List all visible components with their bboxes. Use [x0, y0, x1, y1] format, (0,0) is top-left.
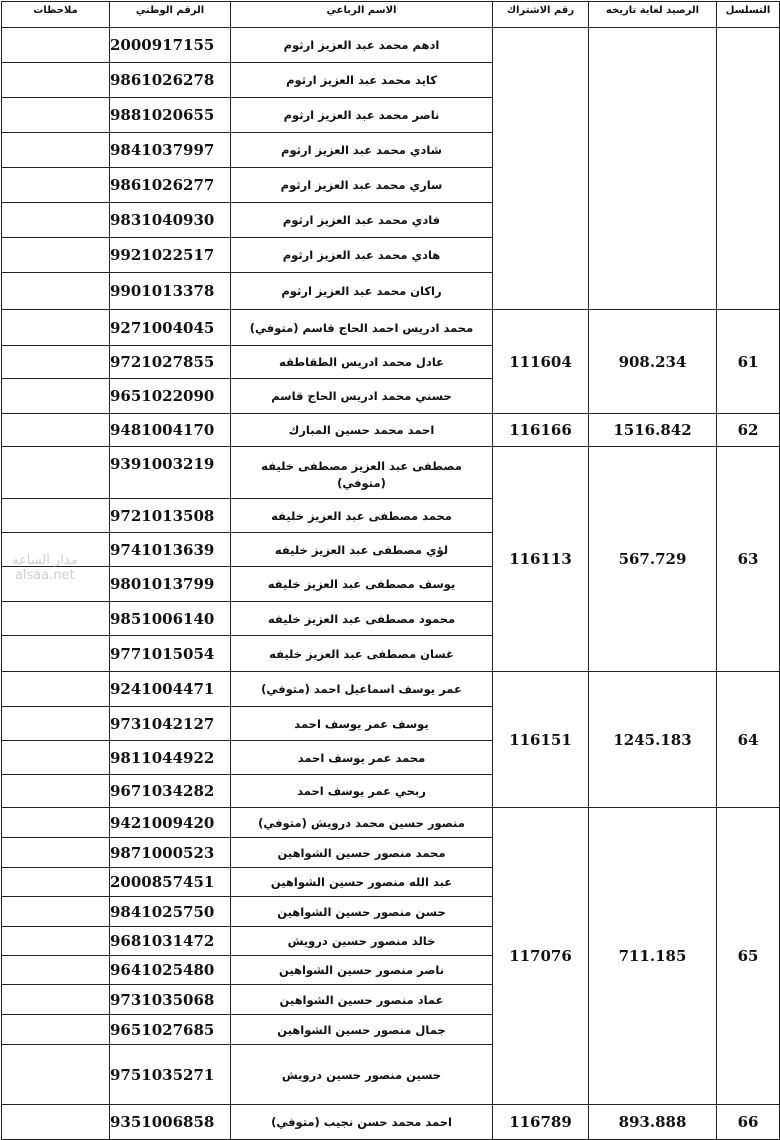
notes-cell: [2, 238, 110, 273]
notes-cell: [2, 672, 110, 707]
table-row: [2, 28, 780, 63]
notes-cell: [2, 602, 110, 636]
notes-cell: [2, 838, 110, 868]
header-name: الاسم الرباعي: [231, 2, 493, 28]
name-cell: غسان مصطفى عبد العزيز خليفه: [231, 636, 493, 672]
name-cell: احمد محمد حسن نجيب (متوفي): [231, 1105, 493, 1140]
national-id-cell: 9751035271: [110, 1045, 231, 1105]
notes-cell: [2, 868, 110, 897]
notes-cell: [2, 203, 110, 238]
national-id-cell: 9481004170: [110, 414, 231, 447]
watermark-line2: alsaa.net: [14, 568, 75, 583]
name-cell: ساري محمد عبد العزيز ارثوم: [231, 168, 493, 203]
name-cell: خالد منصور حسين درويش: [231, 927, 493, 956]
table-row: [2, 808, 780, 838]
seq-cell: 61: [717, 310, 780, 414]
notes-cell: [2, 741, 110, 775]
name-cell: يوسف مصطفى عبد العزيز خليفه: [231, 567, 493, 602]
national-id-cell: 9871000523: [110, 838, 231, 868]
notes-cell: [2, 28, 110, 63]
national-id-cell: 9831040930: [110, 203, 231, 238]
seq-cell: 64: [717, 672, 780, 808]
name-cell: محمد ادريس احمد الحاج قاسم (متوفي): [231, 310, 493, 346]
seq-cell: 62: [717, 414, 780, 447]
notes-cell: [2, 533, 110, 567]
balance-cell: 893.888: [589, 1105, 717, 1140]
header-subscription: رقم الاشتراك: [493, 2, 589, 28]
national-id-cell: 9391003219: [110, 447, 231, 499]
national-id-cell: 9841025750: [110, 897, 231, 927]
balance-cell: 908.234: [589, 310, 717, 414]
table-row: [2, 414, 780, 447]
seq-cell: [717, 28, 780, 310]
national-id-cell: 9901013378: [110, 273, 231, 310]
notes-cell: [2, 168, 110, 203]
name-cell: عماد منصور حسين الشواهين: [231, 985, 493, 1015]
notes-cell: [2, 447, 110, 499]
notes-cell: [2, 499, 110, 533]
name-cell: حسني محمد ادريس الحاج قاسم: [231, 379, 493, 414]
seq-cell: 66: [717, 1105, 780, 1140]
seq-cell: 63: [717, 447, 780, 672]
name-cell: احمد محمد حسين المبارك: [231, 414, 493, 447]
notes-cell: [2, 414, 110, 447]
notes-cell: [2, 379, 110, 414]
members-table: [1, 1, 780, 1140]
name-cell: حسين منصور حسين درويش: [231, 1045, 493, 1105]
national-id-cell: 9861026278: [110, 63, 231, 98]
subscription-cell: 111604: [493, 310, 589, 414]
balance-cell: 1245.183: [589, 672, 717, 808]
national-id-cell: 9811044922: [110, 741, 231, 775]
national-id-cell: 9851006140: [110, 602, 231, 636]
header-balance: الرصيد لغاية تاريخه: [589, 2, 717, 28]
name-cell: لؤي مصطفى عبد العزيز خليفه: [231, 533, 493, 567]
table-body: [2, 28, 780, 1140]
name-cell: محمد عمر يوسف احمد: [231, 741, 493, 775]
national-id-cell: 9641025480: [110, 956, 231, 985]
national-id-cell: 9351006858: [110, 1105, 231, 1140]
header-row: [2, 2, 780, 28]
name-cell: شادي محمد عبد العزيز ارثوم: [231, 133, 493, 168]
notes-cell: [2, 1105, 110, 1140]
name-cell: يوسف عمر يوسف احمد: [231, 707, 493, 741]
name-cell: ربحي عمر يوسف احمد: [231, 775, 493, 808]
national-id-cell: 9271004045: [110, 310, 231, 346]
national-id-cell: 9771015054: [110, 636, 231, 672]
subscription-cell: 116789: [493, 1105, 589, 1140]
name-cell: فادي محمد عبد العزيز ارثوم: [231, 203, 493, 238]
notes-cell: [2, 133, 110, 168]
name-cell: محمد منصور حسين الشواهين: [231, 838, 493, 868]
notes-cell: [2, 310, 110, 346]
name-cell: ادهم محمد عبد العزيز ارثوم: [231, 28, 493, 63]
table-row: [2, 672, 780, 707]
national-id-cell: 9881020655: [110, 98, 231, 133]
name-cell: راكان محمد عبد العزيز ارثوم: [231, 273, 493, 310]
header-notes: ملاحظات: [2, 2, 110, 28]
national-id-cell: 9801013799: [110, 567, 231, 602]
subscription-cell: 116166: [493, 414, 589, 447]
table-row: [2, 1105, 780, 1140]
name-cell: مصطفى عبد العزيز مصطفى خليفه (متوفي): [231, 447, 493, 499]
notes-cell: [2, 956, 110, 985]
seq-cell: 65: [717, 808, 780, 1105]
name-cell: عبد الله منصور حسين الشواهين: [231, 868, 493, 897]
national-id-cell: 9721013508: [110, 499, 231, 533]
balance-cell: [589, 28, 717, 310]
name-cell: منصور حسين محمد درويش (متوفي): [231, 808, 493, 838]
table-row: [2, 447, 780, 499]
name-cell: محمد مصطفى عبد العزيز خليفه: [231, 499, 493, 533]
table-row: [2, 310, 780, 346]
national-id-cell: 9681031472: [110, 927, 231, 956]
subscription-cell: 117076: [493, 808, 589, 1105]
notes-cell: [2, 775, 110, 808]
name-cell: كايد محمد عبد العزيز ارثوم: [231, 63, 493, 98]
national-id-cell: 9421009420: [110, 808, 231, 838]
name-cell: ناصر منصور حسين الشواهين: [231, 956, 493, 985]
national-id-cell: 2000917155: [110, 28, 231, 63]
header-national-id: الرقم الوطني: [110, 2, 231, 28]
national-id-cell: 9741013639: [110, 533, 231, 567]
watermark-line1: مدار الساعة: [12, 553, 78, 568]
name-cell: عمر يوسف اسماعيل احمد (متوفي): [231, 672, 493, 707]
notes-cell: [2, 346, 110, 379]
balance-cell: 567.729: [589, 447, 717, 672]
national-id-cell: 9921022517: [110, 238, 231, 273]
balance-cell: 711.185: [589, 808, 717, 1105]
notes-cell: [2, 63, 110, 98]
notes-cell: [2, 98, 110, 133]
notes-cell: [2, 1045, 110, 1105]
notes-cell: [2, 808, 110, 838]
national-id-cell: 9651027685: [110, 1015, 231, 1045]
name-cell: جمال منصور حسين الشواهين: [231, 1015, 493, 1045]
notes-cell: [2, 897, 110, 927]
name-cell: حسن منصور حسين الشواهين: [231, 897, 493, 927]
subscription-cell: 116113: [493, 447, 589, 672]
notes-cell: [2, 707, 110, 741]
name-cell: هادي محمد عبد العزيز ارثوم: [231, 238, 493, 273]
notes-cell: [2, 567, 110, 602]
name-cell: محمود مصطفى عبد العزيز خليفه: [231, 602, 493, 636]
national-id-cell: 9721027855: [110, 346, 231, 379]
national-id-cell: 9841037997: [110, 133, 231, 168]
national-id-cell: 2000857451: [110, 868, 231, 897]
notes-cell: [2, 273, 110, 310]
notes-cell: [2, 927, 110, 956]
national-id-cell: 9861026277: [110, 168, 231, 203]
name-cell: عادل محمد ادريس الطقاطقه: [231, 346, 493, 379]
notes-cell: [2, 985, 110, 1015]
notes-cell: [2, 1015, 110, 1045]
national-id-cell: 9671034282: [110, 775, 231, 808]
national-id-cell: 9241004471: [110, 672, 231, 707]
national-id-cell: 9731042127: [110, 707, 231, 741]
national-id-cell: 9731035068: [110, 985, 231, 1015]
subscription-cell: [493, 28, 589, 310]
name-cell: ناصر محمد عبد العزيز ارثوم: [231, 98, 493, 133]
header-seq: التسلسل: [717, 2, 780, 28]
subscription-cell: 116151: [493, 672, 589, 808]
notes-cell: [2, 636, 110, 672]
national-id-cell: 9651022090: [110, 379, 231, 414]
balance-cell: 1516.842: [589, 414, 717, 447]
